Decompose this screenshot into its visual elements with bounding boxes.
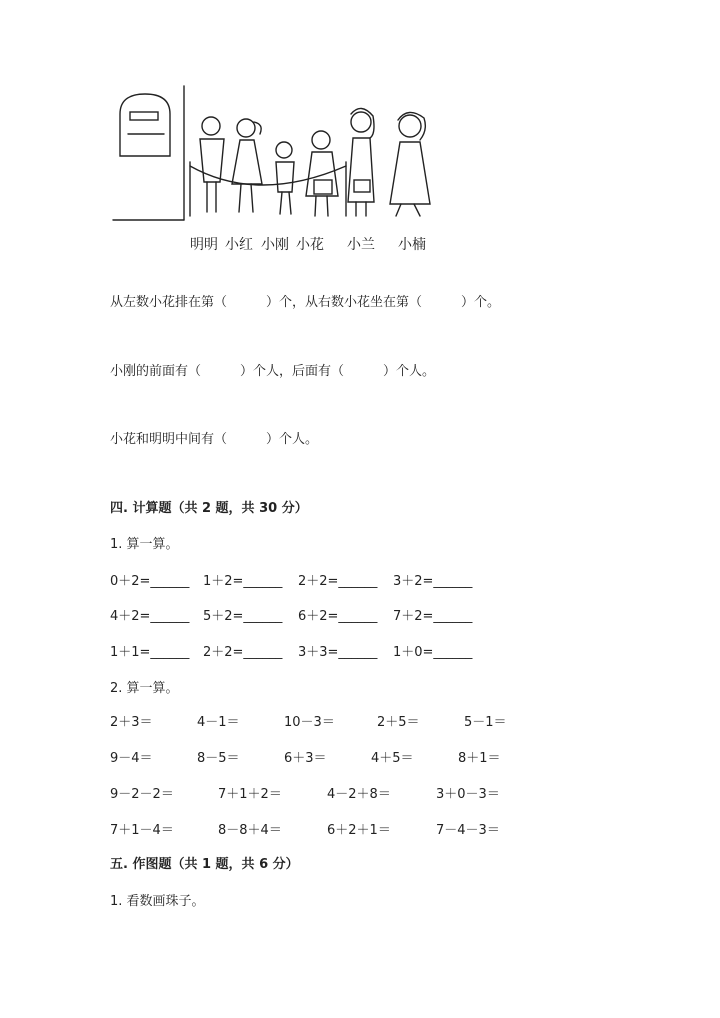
calc-item: 7－4－3＝ — [436, 823, 500, 838]
calc-item: 2＋5＝ — [377, 715, 420, 730]
calc-item: 0＋2=______ — [110, 574, 190, 589]
name-xiaogang: 小刚 — [261, 237, 289, 253]
calc-item: 6＋3＝ — [284, 751, 327, 766]
question-front-back: 小刚的前面有（ ）个人，后面有（ ）个人。 — [110, 364, 436, 379]
calc-item: 7＋1＋2＝ — [218, 787, 282, 802]
question-between: 小花和明明中间有（ ）个人。 — [110, 432, 319, 447]
calc-item: 7＋2=______ — [393, 609, 473, 624]
calc-item: 9－2－2＝ — [110, 787, 174, 802]
section-5-q1-title: 1. 看数画珠子。 — [110, 894, 205, 909]
name-mingming: 明明 — [190, 237, 218, 253]
calc-item: 1＋1=______ — [110, 645, 190, 660]
question-position: 从左数小花排在第（ ）个，从右数小花坐在第（ ）个。 — [110, 295, 501, 310]
calc-item: 4－2＋8＝ — [327, 787, 391, 802]
section-4-q1-title: 1. 算一算。 — [110, 537, 179, 552]
calc-item: 2＋2=______ — [298, 574, 378, 589]
calc-item: 8－8＋4＝ — [218, 823, 282, 838]
calc-item: 2＋3＝ — [110, 715, 153, 730]
calc-item: 3＋0－3＝ — [436, 787, 500, 802]
calc-item: 6＋2=______ — [298, 609, 378, 624]
section-4-title: 四. 计算题（共 2 题，共 30 分） — [110, 501, 308, 516]
calc-item: 3＋3=______ — [298, 645, 378, 660]
calc-item: 1＋0=______ — [393, 645, 473, 660]
name-xiaohong: 小红 — [225, 237, 253, 253]
calc-item: 5＋2=______ — [203, 609, 283, 624]
calc-item: 4＋5＝ — [371, 751, 414, 766]
queue-illustration — [108, 84, 438, 224]
calc-item: 5－1＝ — [464, 715, 507, 730]
name-xiaonan: 小楠 — [398, 237, 426, 253]
calc-item: 4－1＝ — [197, 715, 240, 730]
name-xiaohua: 小花 — [296, 237, 324, 253]
calc-item: 8＋1＝ — [458, 751, 501, 766]
calc-item: 7＋1－4＝ — [110, 823, 174, 838]
calc-item: 10－3＝ — [284, 715, 335, 730]
section-5-title: 五. 作图题（共 1 题，共 6 分） — [110, 857, 299, 872]
section-4-q2-title: 2. 算一算。 — [110, 681, 179, 696]
calc-item: 3＋2=______ — [393, 574, 473, 589]
calc-item: 1＋2=______ — [203, 574, 283, 589]
calc-item: 4＋2=______ — [110, 609, 190, 624]
name-xiaolan: 小兰 — [347, 237, 375, 253]
calc-item: 9－4＝ — [110, 751, 153, 766]
calc-item: 6＋2＋1＝ — [327, 823, 391, 838]
calc-item: 2＋2=______ — [203, 645, 283, 660]
calc-item: 8－5＝ — [197, 751, 240, 766]
